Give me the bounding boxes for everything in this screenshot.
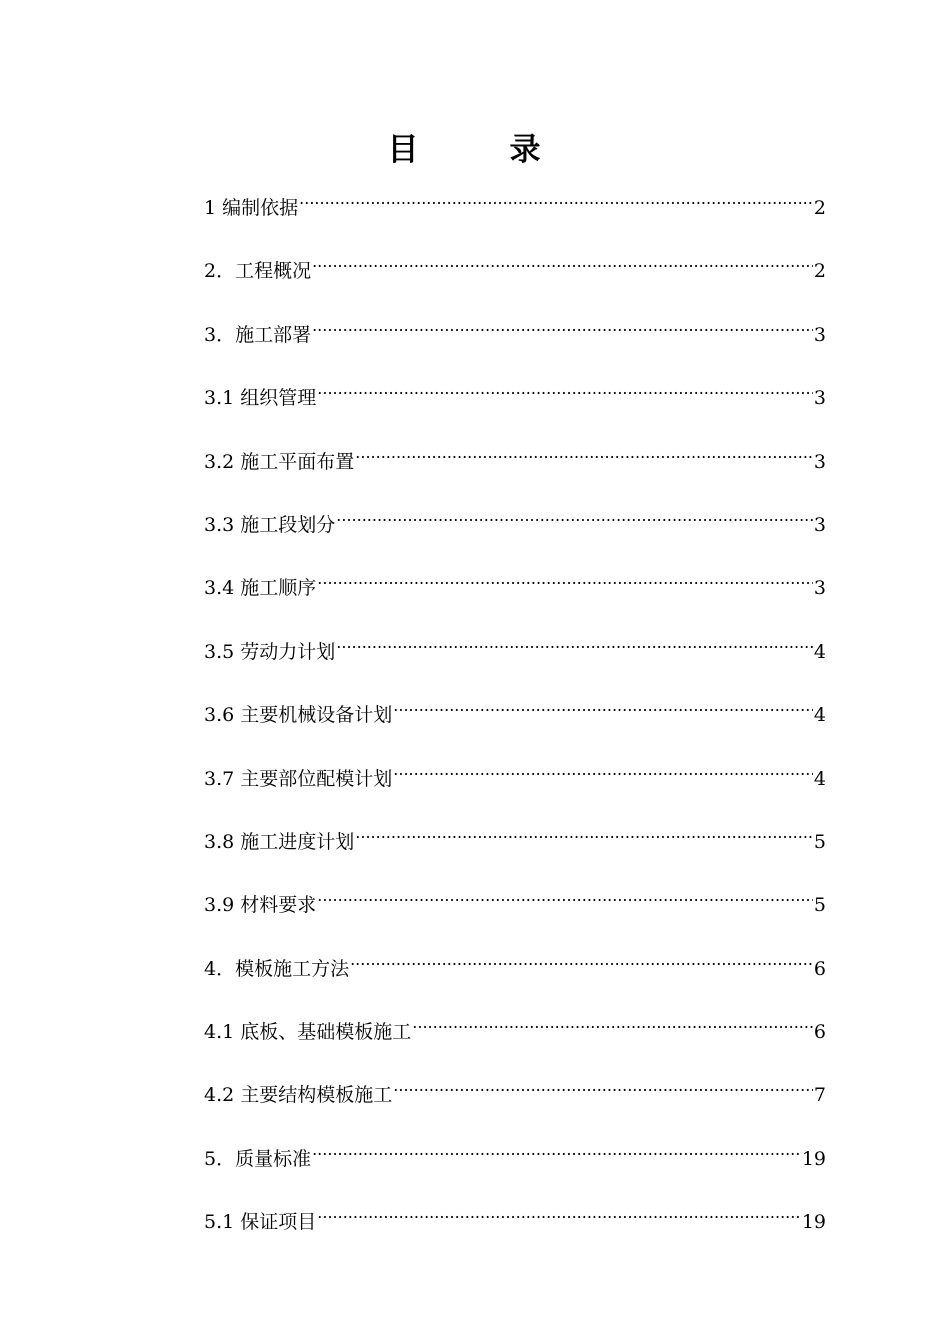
toc-entry[interactable]	[204, 501, 826, 564]
toc-entry-page-number: 5	[813, 830, 826, 853]
toc-entry-label: 4.1 底板、基础模板施工	[204, 1021, 412, 1044]
toc-entry[interactable]	[204, 374, 826, 437]
toc-dot-leader	[317, 1198, 801, 1228]
toc-entry[interactable]	[204, 1008, 826, 1071]
toc-entry-page-number: 3	[813, 450, 826, 473]
toc-entry[interactable]	[204, 1135, 826, 1198]
toc-entry[interactable]	[204, 755, 826, 818]
toc-dot-leader	[393, 755, 813, 785]
toc-entry-label: 3.2 施工平面布置	[204, 450, 355, 473]
toc-entry-label: 3.9 材料要求	[204, 894, 317, 917]
toc-entry-label: 3.7 主要部位配模计划	[204, 767, 393, 790]
toc-entry-label: 4．模板施工方法	[204, 957, 350, 980]
toc-entry-page-number: 19	[801, 1147, 826, 1170]
toc-dot-leader	[336, 628, 813, 658]
toc-entry-page-number: 3	[813, 387, 826, 410]
toc-entry-label: 5.1 保证项目	[204, 1211, 317, 1234]
toc-entry[interactable]	[204, 247, 826, 310]
toc-dot-leader	[393, 691, 813, 721]
toc-entry[interactable]	[204, 564, 826, 627]
toc-entry[interactable]	[204, 311, 826, 374]
toc-list	[204, 184, 826, 1262]
toc-entry-page-number: 4	[813, 704, 826, 727]
toc-entry-page-number: 5	[813, 894, 826, 917]
toc-dot-leader	[312, 247, 813, 277]
toc-dot-leader	[412, 1008, 813, 1038]
toc-dot-leader	[312, 311, 813, 341]
toc-entry-label: 1 编制依据	[204, 197, 299, 219]
toc-dot-leader	[355, 818, 813, 848]
toc-entry-label: 3.6 主要机械设备计划	[204, 704, 393, 727]
toc-entry-label: 4.2 主要结构模板施工	[204, 1084, 393, 1107]
toc-dot-leader	[299, 184, 813, 214]
toc-entry[interactable]	[204, 438, 826, 501]
toc-entry-page-number: 2	[813, 260, 826, 283]
toc-entry-page-number: 4	[813, 767, 826, 790]
toc-entry-label: 3.3 施工段划分	[204, 513, 336, 536]
toc-entry[interactable]	[204, 945, 826, 1008]
toc-entry-page-number: 6	[813, 1021, 826, 1044]
toc-entry-page-number: 3	[813, 323, 826, 346]
toc-entry-label: 3．施工部署	[204, 323, 312, 346]
toc-dot-leader	[355, 438, 813, 468]
toc-entry-label: 3.8 施工进度计划	[204, 830, 355, 853]
toc-entry[interactable]	[204, 881, 826, 944]
toc-entry-page-number: 6	[813, 957, 826, 980]
toc-dot-leader	[336, 501, 813, 531]
toc-entry-label: 3.5 劳动力计划	[204, 640, 336, 663]
toc-entry[interactable]	[204, 628, 826, 691]
toc-title: 目 录	[387, 132, 571, 168]
toc-entry-page-number: 3	[813, 577, 826, 600]
toc-dot-leader	[317, 564, 813, 594]
toc-entry-page-number: 2	[813, 197, 826, 219]
toc-entry[interactable]	[204, 1198, 826, 1261]
toc-entry-label: 3.1 组织管理	[204, 387, 317, 410]
toc-entry[interactable]	[204, 818, 826, 881]
toc-entry-page-number: 19	[801, 1211, 826, 1234]
toc-entry-page-number: 7	[813, 1084, 826, 1107]
toc-entry[interactable]	[204, 184, 826, 247]
toc-entry-page-number: 4	[813, 640, 826, 663]
toc-entry[interactable]	[204, 691, 826, 754]
toc-dot-leader	[350, 945, 813, 975]
toc-dot-leader	[312, 1135, 801, 1165]
toc-entry-label: 5．质量标准	[204, 1147, 312, 1170]
toc-entry[interactable]	[204, 1071, 826, 1134]
toc-entry-label: 2．工程概况	[204, 260, 312, 283]
toc-entry-label: 3.4 施工顺序	[204, 577, 317, 600]
toc-dot-leader	[317, 881, 813, 911]
toc-entry-page-number: 3	[813, 513, 826, 536]
toc-dot-leader	[393, 1071, 813, 1101]
toc-dot-leader	[317, 374, 813, 404]
